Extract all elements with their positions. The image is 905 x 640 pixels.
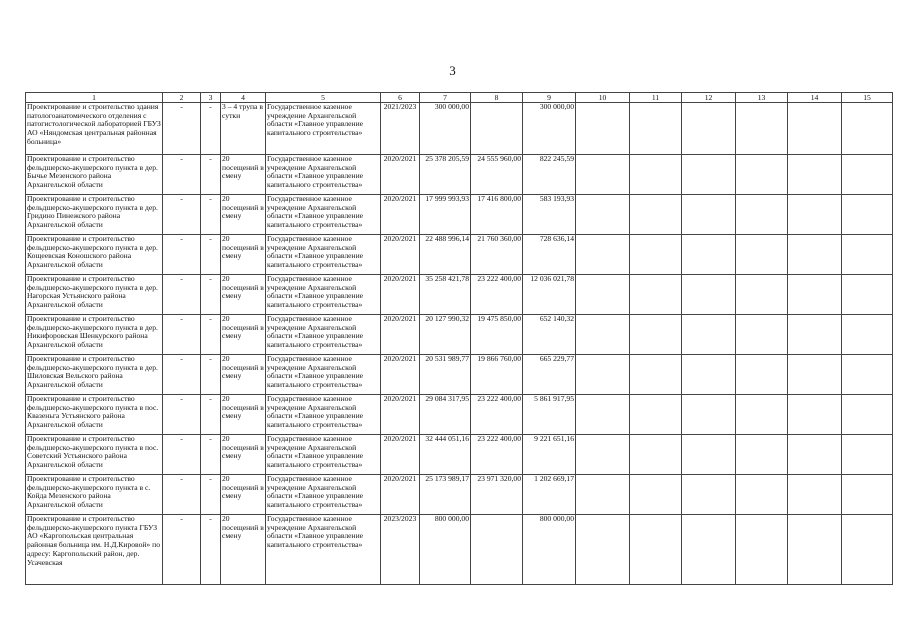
empty-cell bbox=[576, 315, 630, 355]
column-number-header: 5 bbox=[266, 93, 381, 103]
estimated-cost-cell: 17 999 993,93 bbox=[420, 195, 471, 235]
capacity-cell: 20 посещений в смену bbox=[221, 475, 266, 515]
customer-cell: Государственное казенное учреждение Архангельской области «Главное управление капитального строительства» bbox=[266, 155, 381, 195]
estimated-cost-cell: 300 000,00 bbox=[420, 103, 471, 155]
empty-cell bbox=[630, 395, 682, 435]
empty-cell bbox=[630, 275, 682, 315]
col2-cell: - bbox=[163, 315, 201, 355]
col3-cell: - bbox=[201, 315, 221, 355]
regional-funds-cell: 12 036 021,78 bbox=[523, 275, 576, 315]
capacity-cell: 3 – 4 трупа в сутки bbox=[221, 103, 266, 155]
empty-cell bbox=[682, 315, 736, 355]
empty-cell bbox=[682, 515, 736, 585]
federal-funds-cell bbox=[471, 103, 523, 155]
empty-cell bbox=[576, 235, 630, 275]
federal-funds-cell: 19 475 850,00 bbox=[471, 315, 523, 355]
estimated-cost-cell: 800 000,00 bbox=[420, 515, 471, 585]
period-cell: 2021/2023 bbox=[381, 103, 420, 155]
capacity-cell: 20 посещений в смену bbox=[221, 195, 266, 235]
empty-cell bbox=[630, 435, 682, 475]
empty-cell bbox=[682, 235, 736, 275]
capacity-cell: 20 посещений в смену bbox=[221, 155, 266, 195]
table-row bbox=[26, 195, 893, 235]
col2-cell: - bbox=[163, 475, 201, 515]
regional-funds-cell: 822 245,59 bbox=[523, 155, 576, 195]
table-row bbox=[26, 355, 893, 395]
column-number-header: 13 bbox=[736, 93, 788, 103]
column-number-header: 8 bbox=[471, 93, 523, 103]
col3-cell: - bbox=[201, 515, 221, 585]
col2-cell: - bbox=[163, 275, 201, 315]
object-name-cell: Проектирование и строительство фельдшерско-акушерского пункта в пос. Советский Устьянского района Архангельской области bbox=[26, 435, 163, 475]
column-number-header: 2 bbox=[163, 93, 201, 103]
empty-cell bbox=[576, 435, 630, 475]
col2-cell: - bbox=[163, 235, 201, 275]
table-row bbox=[26, 103, 893, 155]
empty-cell bbox=[842, 195, 893, 235]
col3-cell: - bbox=[201, 475, 221, 515]
col2-cell: - bbox=[163, 103, 201, 155]
capacity-cell: 20 посещений в смену bbox=[221, 235, 266, 275]
column-number-header: 7 bbox=[420, 93, 471, 103]
customer-cell: Государственное казенное учреждение Архангельской области «Главное управление капитального строительства» bbox=[266, 235, 381, 275]
empty-cell bbox=[630, 475, 682, 515]
empty-cell bbox=[630, 235, 682, 275]
period-cell: 2020/2021 bbox=[381, 355, 420, 395]
customer-cell: Государственное казенное учреждение Архангельской области «Главное управление капитального строительства» bbox=[266, 395, 381, 435]
empty-cell bbox=[788, 355, 842, 395]
empty-cell bbox=[736, 395, 788, 435]
capacity-cell: 20 посещений в смену bbox=[221, 275, 266, 315]
empty-cell bbox=[842, 355, 893, 395]
empty-cell bbox=[788, 395, 842, 435]
empty-cell bbox=[682, 395, 736, 435]
period-cell: 2023/2023 bbox=[381, 515, 420, 585]
regional-funds-cell: 665 229,77 bbox=[523, 355, 576, 395]
customer-cell: Государственное казенное учреждение Архангельской области «Главное управление капитального строительства» bbox=[266, 195, 381, 235]
empty-cell bbox=[736, 515, 788, 585]
federal-funds-cell: 17 416 800,00 bbox=[471, 195, 523, 235]
empty-cell bbox=[576, 515, 630, 585]
column-number-header: 12 bbox=[682, 93, 736, 103]
empty-cell bbox=[842, 235, 893, 275]
col3-cell: - bbox=[201, 395, 221, 435]
customer-cell: Государственное казенное учреждение Архангельской области «Главное управление капитального строительства» bbox=[266, 315, 381, 355]
regional-funds-cell: 1 202 669,17 bbox=[523, 475, 576, 515]
table-row bbox=[26, 395, 893, 435]
period-cell: 2020/2021 bbox=[381, 395, 420, 435]
empty-cell bbox=[736, 355, 788, 395]
empty-cell bbox=[682, 275, 736, 315]
empty-cell bbox=[682, 155, 736, 195]
column-number-header: 11 bbox=[630, 93, 682, 103]
column-number-header: 9 bbox=[523, 93, 576, 103]
column-number-header: 14 bbox=[788, 93, 842, 103]
col3-cell: - bbox=[201, 155, 221, 195]
empty-cell bbox=[576, 395, 630, 435]
empty-cell bbox=[842, 475, 893, 515]
col3-cell: - bbox=[201, 355, 221, 395]
customer-cell: Государственное казенное учреждение Архангельской области «Главное управление капитального строительства» bbox=[266, 103, 381, 155]
object-name-cell: Проектирование и строительство фельдшерско-акушерского пункта в дер. Никифоровская Шенкурского района Архангельской области bbox=[26, 315, 163, 355]
period-cell: 2020/2021 bbox=[381, 475, 420, 515]
period-cell: 2020/2021 bbox=[381, 155, 420, 195]
empty-cell bbox=[736, 155, 788, 195]
empty-cell bbox=[842, 435, 893, 475]
empty-cell bbox=[842, 395, 893, 435]
column-number-header: 1 bbox=[26, 93, 163, 103]
period-cell: 2020/2021 bbox=[381, 435, 420, 475]
federal-funds-cell bbox=[471, 515, 523, 585]
empty-cell bbox=[630, 515, 682, 585]
table-row bbox=[26, 315, 893, 355]
empty-cell bbox=[682, 195, 736, 235]
estimated-cost-cell: 22 488 996,14 bbox=[420, 235, 471, 275]
empty-cell bbox=[736, 435, 788, 475]
customer-cell: Государственное казенное учреждение Архангельской области «Главное управление капитального строительства» bbox=[266, 355, 381, 395]
col3-cell: - bbox=[201, 275, 221, 315]
empty-cell bbox=[736, 315, 788, 355]
estimated-cost-cell: 29 084 317,95 bbox=[420, 395, 471, 435]
capacity-cell: 20 посещений в смену bbox=[221, 315, 266, 355]
regional-funds-cell: 9 221 651,16 bbox=[523, 435, 576, 475]
empty-cell bbox=[842, 103, 893, 155]
table-row bbox=[26, 235, 893, 275]
estimated-cost-cell: 20 127 990,32 bbox=[420, 315, 471, 355]
federal-funds-cell: 24 555 960,00 bbox=[471, 155, 523, 195]
federal-funds-cell: 23 222 400,00 bbox=[471, 435, 523, 475]
empty-cell bbox=[736, 103, 788, 155]
empty-cell bbox=[576, 275, 630, 315]
estimated-cost-cell: 35 258 421,78 bbox=[420, 275, 471, 315]
empty-cell bbox=[630, 355, 682, 395]
object-name-cell: Проектирование и строительство фельдшерско-акушерского пункта в дер. Нагорская Устьянского района Архангельской области bbox=[26, 275, 163, 315]
federal-funds-cell: 19 866 760,00 bbox=[471, 355, 523, 395]
empty-cell bbox=[576, 355, 630, 395]
object-name-cell: Проектирование и строительство фельдшерско-акушерского пункта ГБУЗ АО «Каргопольская центральная районная больница им. Н.Д.Кировой» по адресу: Каргопольский район, дер. Усачевская bbox=[26, 515, 163, 585]
regional-funds-cell: 583 193,93 bbox=[523, 195, 576, 235]
federal-funds-cell: 21 760 360,00 bbox=[471, 235, 523, 275]
empty-cell bbox=[736, 195, 788, 235]
column-number-header: 6 bbox=[381, 93, 420, 103]
empty-cell bbox=[630, 315, 682, 355]
empty-cell bbox=[788, 515, 842, 585]
capacity-cell: 20 посещений в смену bbox=[221, 515, 266, 585]
empty-cell bbox=[788, 435, 842, 475]
regional-funds-cell: 300 000,00 bbox=[523, 103, 576, 155]
federal-funds-cell: 23 222 400,00 bbox=[471, 395, 523, 435]
empty-cell bbox=[682, 103, 736, 155]
col2-cell: - bbox=[163, 195, 201, 235]
customer-cell: Государственное казенное учреждение Архангельской области «Главное управление капитального строительства» bbox=[266, 475, 381, 515]
empty-cell bbox=[788, 315, 842, 355]
col3-cell: - bbox=[201, 235, 221, 275]
estimated-cost-cell: 32 444 051,16 bbox=[420, 435, 471, 475]
empty-cell bbox=[682, 355, 736, 395]
col2-cell: - bbox=[163, 355, 201, 395]
empty-cell bbox=[842, 155, 893, 195]
col3-cell: - bbox=[201, 435, 221, 475]
object-name-cell: Проектирование и строительство фельдшерско-акушерского пункта в с. Койда Мезенского района Архангельской области bbox=[26, 475, 163, 515]
capacity-cell: 20 посещений в смену bbox=[221, 355, 266, 395]
capacity-cell: 20 посещений в смену bbox=[221, 395, 266, 435]
empty-cell bbox=[736, 275, 788, 315]
empty-cell bbox=[682, 435, 736, 475]
empty-cell bbox=[576, 475, 630, 515]
table-body bbox=[26, 103, 893, 585]
empty-cell bbox=[788, 235, 842, 275]
empty-cell bbox=[788, 103, 842, 155]
estimated-cost-cell: 25 173 989,17 bbox=[420, 475, 471, 515]
investment-table bbox=[25, 92, 893, 585]
customer-cell: Государственное казенное учреждение Архангельской области «Главное управление капитального строительства» bbox=[266, 435, 381, 475]
table-row bbox=[26, 475, 893, 515]
estimated-cost-cell: 20 531 989,77 bbox=[420, 355, 471, 395]
column-number-row bbox=[26, 93, 893, 103]
period-cell: 2020/2021 bbox=[381, 235, 420, 275]
object-name-cell: Проектирование и строительство фельдшерско-акушерского пункта в дер. Гридино Пинежского района Архангельской области bbox=[26, 195, 163, 235]
col2-cell: - bbox=[163, 395, 201, 435]
customer-cell: Государственное казенное учреждение Архангельской области «Главное управление капитального строительства» bbox=[266, 275, 381, 315]
empty-cell bbox=[788, 195, 842, 235]
object-name-cell: Проектирование и строительство фельдшерско-акушерского пункта в пос. Квазеньга Устьянского района Архангельской области bbox=[26, 395, 163, 435]
estimated-cost-cell: 25 378 205,59 bbox=[420, 155, 471, 195]
period-cell: 2020/2021 bbox=[381, 275, 420, 315]
empty-cell bbox=[788, 475, 842, 515]
empty-cell bbox=[736, 235, 788, 275]
col3-cell: - bbox=[201, 103, 221, 155]
empty-cell bbox=[576, 103, 630, 155]
period-cell: 2020/2021 bbox=[381, 195, 420, 235]
empty-cell bbox=[842, 515, 893, 585]
federal-funds-cell: 23 971 320,00 bbox=[471, 475, 523, 515]
empty-cell bbox=[736, 475, 788, 515]
empty-cell bbox=[630, 155, 682, 195]
table-row bbox=[26, 155, 893, 195]
empty-cell bbox=[788, 275, 842, 315]
empty-cell bbox=[576, 155, 630, 195]
regional-funds-cell: 652 140,32 bbox=[523, 315, 576, 355]
empty-cell bbox=[630, 195, 682, 235]
table-row bbox=[26, 435, 893, 475]
empty-cell bbox=[842, 315, 893, 355]
regional-funds-cell: 5 861 917,95 bbox=[523, 395, 576, 435]
col2-cell: - bbox=[163, 155, 201, 195]
regional-funds-cell: 800 000,00 bbox=[523, 515, 576, 585]
object-name-cell: Проектирование и строительство фельдшерско-акушерского пункта в дер. Кощеевская Коношского района Архангельской области bbox=[26, 235, 163, 275]
col3-cell: - bbox=[201, 195, 221, 235]
col2-cell: - bbox=[163, 435, 201, 475]
empty-cell bbox=[682, 475, 736, 515]
period-cell: 2020/2021 bbox=[381, 315, 420, 355]
column-number-header: 4 bbox=[221, 93, 266, 103]
object-name-cell: Проектирование и строительство здания патологоанатомического отделения с патогистологической лабораторией ГБУЗ АО «Няндомская центральная районная больница» bbox=[26, 103, 163, 155]
empty-cell bbox=[576, 195, 630, 235]
empty-cell bbox=[788, 155, 842, 195]
federal-funds-cell: 23 222 400,00 bbox=[471, 275, 523, 315]
regional-funds-cell: 728 636,14 bbox=[523, 235, 576, 275]
empty-cell bbox=[630, 103, 682, 155]
capacity-cell: 20 посещений в смену bbox=[221, 435, 266, 475]
object-name-cell: Проектирование и строительство фельдшерско-акушерского пункта в дер. Бычье Мезенского района Архангельской области bbox=[26, 155, 163, 195]
object-name-cell: Проектирование и строительство фельдшерско-акушерского пункта в дер. Шиловская Вельского района Архангельской области bbox=[26, 355, 163, 395]
column-number-header: 10 bbox=[576, 93, 630, 103]
column-number-header: 15 bbox=[842, 93, 893, 103]
customer-cell: Государственное казенное учреждение Архангельской области «Главное управление капитального строительства» bbox=[266, 515, 381, 585]
table-row bbox=[26, 275, 893, 315]
page-number: 3 bbox=[449, 63, 456, 78]
table-row bbox=[26, 515, 893, 585]
empty-cell bbox=[842, 275, 893, 315]
col2-cell: - bbox=[163, 515, 201, 585]
column-number-header: 3 bbox=[201, 93, 221, 103]
